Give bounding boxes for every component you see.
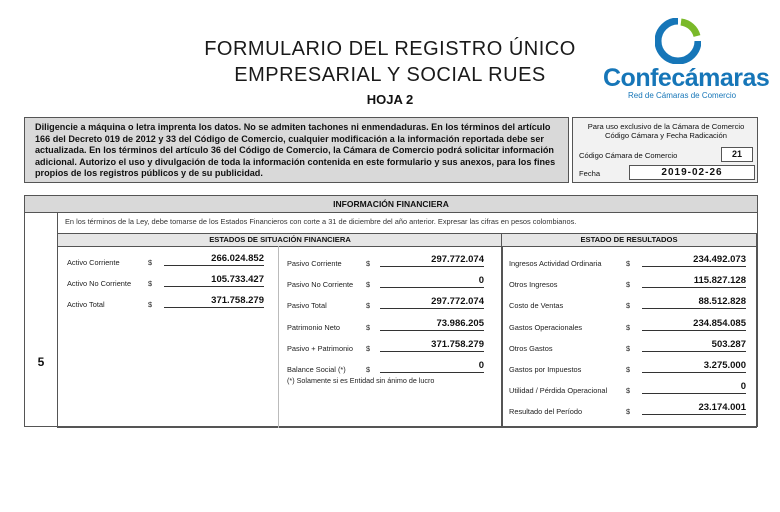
currency-sign: $ (148, 279, 153, 288)
currency-sign: $ (366, 344, 371, 353)
logo-text: Confecámaras (603, 64, 770, 92)
financial-note: En los términos de la Ley, debe tomarse de los Estados Financieros con corte a 31 de diciembre del año anterior. Expresar las cifras en pesos colombianos. (65, 217, 577, 226)
results-panel (501, 233, 757, 428)
result-value-field[interactable]: 0 (642, 381, 746, 394)
currency-sign: $ (626, 365, 631, 374)
asset-value-field[interactable]: 266.024.852 (164, 253, 264, 266)
currency-sign: $ (366, 301, 371, 310)
date-field[interactable]: 2019-02-26 (629, 165, 755, 180)
instructions-box: Diligencie a máquina o letra imprenta los datos. No se admiten tachones ni enmendaduras. En los términos del artículo 166 del Decreto 019 de 2012 y 33 del Código de Comercio, cualquier modificación a la información reportada debe ser actualizada. En los términos del artículo 36 del Código de Comercio, la Cámara de Comercio podrá solicitar información adicional. Autorizo el uso y divulgación de toda la información contenida en este formulario y sus anexos, para los fines propios de los registros públicos y de su publicidad. (24, 117, 569, 183)
form-title-line2: EMPRESARIAL Y SOCIAL RUES (234, 64, 546, 86)
confecamaras-ring-logo-icon (655, 18, 701, 64)
liability-value-field[interactable]: 0 (380, 275, 484, 288)
currency-sign: $ (366, 259, 371, 268)
asset-value-field[interactable]: 371.758.279 (164, 295, 264, 308)
asset-label: Activo Total (67, 300, 105, 309)
sheet-label: HOJA 2 (366, 92, 414, 107)
result-label: Gastos por Impuestos (509, 365, 582, 374)
chamber-code-label: Código Cámara de Comercio (579, 151, 678, 160)
situation-panel (57, 233, 503, 428)
chamber-use-line2: Código Cámara y Fecha Radicación (605, 131, 727, 140)
equity-label: Patrimonio Neto (287, 323, 340, 332)
liability-label: Pasivo Total (287, 301, 327, 310)
result-label: Otros Ingresos (509, 280, 558, 289)
result-value-field[interactable]: 234.854.085 (642, 318, 746, 331)
currency-sign: $ (626, 344, 631, 353)
result-label: Otros Gastos (509, 344, 553, 353)
currency-sign: $ (626, 386, 631, 395)
liability-value-field[interactable]: 297.772.074 (380, 296, 484, 309)
result-label: Ingresos Actividad Ordinaria (509, 259, 602, 268)
liability-label: Pasivo No Corriente (287, 280, 354, 289)
financial-heading: INFORMACIÓN FINANCIERA (25, 196, 757, 213)
social-balance-label: Balance Social (*) (287, 365, 346, 374)
currency-sign: $ (626, 323, 631, 332)
result-label: Gastos Operacionales (509, 323, 583, 332)
currency-sign: $ (626, 301, 631, 310)
results-title: ESTADO DE RESULTADOS (502, 234, 756, 247)
social-balance-footnote: (*) Solamente si es Entidad sin ánimo de lucro (287, 376, 435, 385)
currency-sign: $ (626, 259, 631, 268)
date-label: Fecha (579, 169, 601, 178)
currency-sign: $ (148, 258, 153, 267)
form-title-line1: FORMULARIO DEL REGISTRO ÚNICO (204, 38, 576, 60)
currency-sign: $ (366, 280, 371, 289)
liability-label: Pasivo Corriente (287, 259, 342, 268)
result-value-field[interactable]: 115.827.128 (642, 275, 746, 288)
result-label: Resultado del Período (509, 407, 583, 416)
currency-sign: $ (366, 365, 371, 374)
chamber-code-field[interactable]: 21 (721, 147, 753, 162)
social-balance-value-field[interactable]: 0 (380, 360, 484, 373)
result-value-field[interactable]: 23.174.001 (642, 402, 746, 415)
result-value-field[interactable]: 234.492.073 (642, 254, 746, 267)
result-value-field[interactable]: 3.275.000 (642, 360, 746, 373)
currency-sign: $ (626, 407, 631, 416)
liability-value-field[interactable]: 297.772.074 (380, 254, 484, 267)
chamber-use-box (572, 117, 758, 183)
liability-equity-value-field[interactable]: 371.758.279 (380, 339, 484, 352)
section-number: 5 (25, 212, 58, 426)
result-value-field[interactable]: 503.287 (642, 339, 746, 352)
financial-section (24, 195, 758, 427)
situation-title: ESTADOS DE SITUACIÓN FINANCIERA (58, 234, 502, 247)
asset-label: Activo Corriente (67, 258, 120, 267)
logo-subtitle: Red de Cámaras de Comercio (628, 91, 737, 100)
result-label: Utilidad / Pérdida Operacional (509, 386, 608, 395)
currency-sign: $ (148, 300, 153, 309)
currency-sign: $ (626, 280, 631, 289)
asset-value-field[interactable]: 105.733.427 (164, 274, 264, 287)
equity-value-field[interactable]: 73.986.205 (380, 318, 484, 331)
result-value-field[interactable]: 88.512.828 (642, 296, 746, 309)
chamber-use-line1: Para uso exclusivo de la Cámara de Comercio (587, 122, 745, 131)
result-label: Costo de Ventas (509, 301, 564, 310)
situation-divider (278, 246, 279, 428)
currency-sign: $ (366, 323, 371, 332)
asset-label: Activo No Corriente (67, 279, 132, 288)
liability-equity-label: Pasivo + Patrimonio (287, 344, 353, 353)
